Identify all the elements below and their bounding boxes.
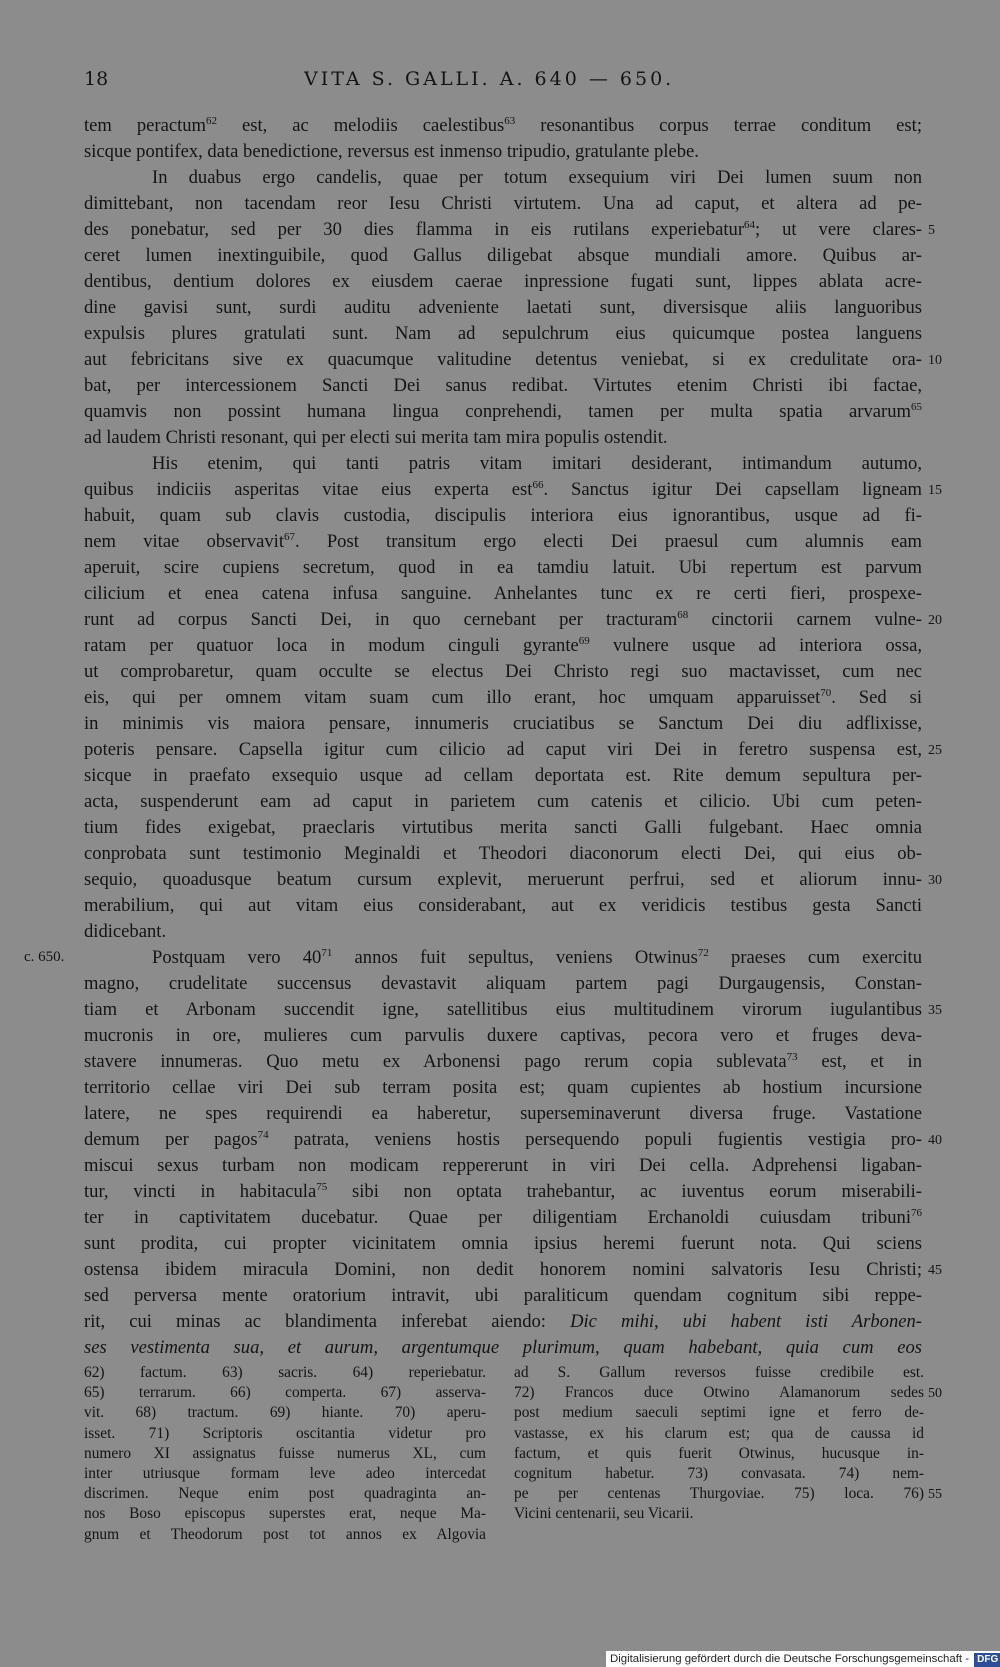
- footnote-line: 65) terrarum. 66) comperta. 67) asserva-: [84, 1384, 486, 1402]
- text-line: ceret lumen inextinguibile, quod Gallus diligebat absque mundiali amore. Quibus ar-: [84, 245, 922, 266]
- text-line: dimittebant, non tacendam reor Iesu Christi virtutem. Una ad caput, et altera ad pe-: [84, 193, 922, 214]
- text-line: ratam per quatuor loca in modum cinguli gyrante$^{69}$ vulnere usque ad interiora ossa,: [84, 635, 922, 656]
- footnotes-right-column: [514, 1363, 924, 1525]
- text-line: nem vitae observavit$^{67}$. Post transitum ergo electi Dei praesul cum alumnis eam: [84, 531, 922, 552]
- footnote-line: inter utriusque formam leve adeo intercedat: [84, 1464, 486, 1482]
- line-number: 55: [928, 1487, 942, 1503]
- text-line: quibus indiciis asperitas vitae eius experta est$^{66}$. Sanctus igitur Dei capsellam ligneam: [84, 479, 922, 500]
- text-line: mucronis in ore, mulieres cum parvulis duxere captivas, pecora vero et fruges deva-: [84, 1025, 922, 1046]
- text-line: His etenim, qui tanti patris vitam imitari desiderant, intimandum autumo,: [152, 453, 922, 474]
- text-line: tiam et Arbonam succendit igne, satellitibus eius multitudinem virorum iugulantibus: [84, 999, 922, 1020]
- text-line: bat, per intercessionem Sancti Dei sanus redibat. Virtutes etenim Christi ibi factae,: [84, 375, 922, 396]
- footnote-line: cognitum habetur. 73) convasata. 74) nem-: [514, 1464, 924, 1482]
- text-line: stavere innumeras. Quo metu ex Arbonensi pago rerum copia sublevata$^{73}$ est, et in: [84, 1051, 922, 1072]
- page-number: 18: [84, 68, 109, 90]
- text-line: rit, cui minas ac blandimenta inferebat aiendo: Dic mihi, ubi habent isti Arbonen-: [84, 1311, 922, 1332]
- text-line: dentibus, dentium dolores ex eiusdem caerae inpressione fugati sunt, lippes ablata acre-: [84, 271, 922, 292]
- text-line: poteris pensare. Capsella igitur cum cilicio ad caput viri Dei in feretro suspensa est,: [84, 739, 922, 760]
- footnote-line: discrimen. Neque enim post quadraginta an-: [84, 1485, 486, 1503]
- line-number: 50: [928, 1386, 942, 1402]
- credit-text: Digitalisierung gefördert durch die Deutsche Forschungsgemeinschaft -: [610, 1653, 969, 1665]
- text-line: quamvis non possint humana lingua conprehendi, tamen per multa spatia arvarum$^{65}$: [84, 401, 922, 422]
- line-number: 20: [928, 613, 942, 628]
- text-line: habuit, quam sub clavis custodia, discipulis interiora eius ignorantibus, usque ad fi-: [84, 505, 922, 526]
- text-line: cilicium et enea catena infusa sanguine. Anhelantes tunc ex re certi fieri, prospexe-: [84, 583, 922, 604]
- text-line: ses vestimenta sua, et aurum, argentumque plurimum, quam habebant, quia cum eos: [84, 1337, 922, 1358]
- running-header: [84, 68, 924, 98]
- text-line: aut febricitans sive ex quacumque valitudine detentus veniebat, si ex credulitate ora-: [84, 349, 922, 370]
- text-line: sed perversa mente oratorium intravit, ubi paraliticum quendam cognitum sibi reppe-: [84, 1285, 922, 1306]
- footnote-line: 72) Francos duce Otwino Alamanorum sedes: [514, 1384, 924, 1402]
- text-line: ter in captivitatem ducebatur. Quae per diligentiam Erchanoldi cuiusdam tribuni$^{76}$: [84, 1207, 922, 1228]
- text-line: eis, qui per omnem vitam suam cum illo erant, hoc umquam apparuisset$^{70}$. Sed si: [84, 687, 922, 708]
- footnote-line: ad S. Gallum reversos fuisse credibile est.: [514, 1364, 924, 1381]
- line-number: 5: [928, 223, 935, 238]
- text-line: ostensa ibidem miracula Domini, non dedit honorem nomini salvatoris Iesu Christi;: [84, 1259, 922, 1280]
- margin-date-note: c. 650.: [24, 949, 65, 965]
- text-line: dine gavisi sunt, surdi auditu adveniente laetati sunt, diversisque aliis languoribus: [84, 297, 922, 318]
- text-line: tem peractum$^{62}$ est, ac melodiis caelestibus$^{63}$ resonantibus corpus terrae conditum est;: [84, 115, 922, 136]
- line-number: 30: [928, 873, 942, 888]
- text-line: demum per pagos$^{74}$ patrata, veniens hostis persequendo populi fugientis vestigia pro-: [84, 1129, 922, 1150]
- text-line: territorio cellae viri Dei sub terram posita est; quam cupientes ab hostium incursione: [84, 1077, 922, 1098]
- footnote-line: isset. 71) Scriptoris oscitantia videtur pro: [84, 1424, 486, 1442]
- text-line: sunt prodita, cui propter vicinitatem omnia ipsius heremi fuerunt nota. Qui sciens: [84, 1233, 922, 1254]
- line-number: 25: [928, 743, 942, 758]
- digitization-credit: [606, 1651, 1000, 1667]
- line-number: 15: [928, 483, 942, 498]
- line-number: 10: [928, 353, 942, 368]
- text-line: didicebant.: [84, 921, 167, 942]
- footnote-line: vastasse, ex his clarum est; qua de caussa id: [514, 1424, 924, 1442]
- line-number: 35: [928, 1003, 942, 1018]
- main-text: [84, 113, 922, 1361]
- text-line: expulsis plures gratulati sunt. Nam ad sepulchrum eius quicumque postea languens: [84, 323, 922, 344]
- text-line: conprobata sunt testimonio Meginaldi et Theodori diaconorum electi Dei, qui eius ob-: [84, 843, 922, 864]
- running-title: VITA S. GALLI. A. 640 — 650.: [304, 68, 675, 90]
- text-line: miscui sexus turbam non modicam reppererunt in viri Dei cella. Adprehensi ligaban-: [84, 1155, 922, 1176]
- text-line: magno, crudelitate succensus devastavit aliquam partem pagi Durgaugensis, Constan-: [84, 973, 922, 994]
- dfg-logo: DFG: [974, 1653, 1000, 1667]
- footnote-line: 62) factum. 63) sacris. 64) reperiebatur.: [84, 1364, 486, 1381]
- footnote-line: pe per centenas Thurgoviae. 75) loca. 76): [514, 1485, 924, 1503]
- text-line: sequio, quoadusque beatum cursum explevit, meruerunt perfrui, sed et aliorum innu-: [84, 869, 922, 890]
- footnote-line: Vicini centenarii, seu Vicarii.: [514, 1505, 694, 1523]
- text-line: aperuit, scire cupiens secretum, quod in ea tamdiu latuit. Ubi repertum est parvum: [84, 557, 922, 578]
- footnote-line: gnum et Theodorum post tot annos ex Algovia: [84, 1525, 486, 1543]
- text-line: des ponebatur, sed per 30 dies flamma in eis rutilans experiebatur$^{64}$; ut vere clares-: [84, 219, 922, 240]
- footnotes-left-column: [84, 1363, 486, 1545]
- line-number: 45: [928, 1263, 942, 1278]
- footnote-line: vit. 68) tractum. 69) hiante. 70) aperu-: [84, 1404, 486, 1422]
- text-line: runt ad corpus Sancti Dei, in quo cernebant per tracturam$^{68}$ cinctorii carnem vulne-: [84, 609, 922, 630]
- text-line: tium fides exigebat, praeclaris virtutibus merita sancti Galli fulgebant. Haec omnia: [84, 817, 922, 838]
- footnote-line: post medium saeculi septimi igne et ferro de-: [514, 1404, 924, 1422]
- text-line: acta, suspenderunt eam ad caput in parietem cum catenis et cilicio. Ubi cum peten-: [84, 791, 922, 812]
- text-line: merabilium, qui aut vitam eius considerabant, aut ex veridicis testibus gesta Sancti: [84, 895, 922, 916]
- text-line: ad laudem Christi resonant, qui per electi sui merita tam mira populis ostendit.: [84, 427, 668, 448]
- text-line: In duabus ergo candelis, quae per totum exsequium viri Dei lumen suum non: [152, 167, 922, 188]
- footnote-line: factum, et quis fuerit Otwinus, hucusque in-: [514, 1444, 924, 1462]
- text-line: in minimis vis maiora pensare, innumeris cruciatibus se Sanctum Dei diu adflixisse,: [84, 713, 922, 734]
- text-line: Postquam vero $40^{71}$ annos fuit sepultus, veniens Otwinus$^{72}$ praeses cum exercitu: [152, 947, 923, 968]
- text-line: sicque in praefato exsequio usque ad cellam deportata est. Rite demum sepultura per-: [84, 765, 922, 786]
- text-line: latere, ne spes requirendi ea haberetur, superseminaverunt diversa fruge. Vastatione: [84, 1103, 922, 1124]
- line-number: 40: [928, 1133, 942, 1148]
- footnote-line: nos Boso episcopus superstes erat, neque Ma-: [84, 1505, 486, 1523]
- text-line: ut comprobaretur, quam occulte se electus Dei Christo regi suo mactavisset, cum nec: [84, 661, 922, 682]
- text-line: sicque pontifex, data benedictione, reversus est inmenso tripudio, gratulante plebe.: [84, 141, 699, 162]
- footnote-line: numero XI assignatus fuisse numerus XL, cum: [84, 1444, 486, 1462]
- text-line: tur, vincti in habitacula$^{75}$ sibi non optata trahebantur, ac iuventus eorum miserabili-: [84, 1181, 922, 1202]
